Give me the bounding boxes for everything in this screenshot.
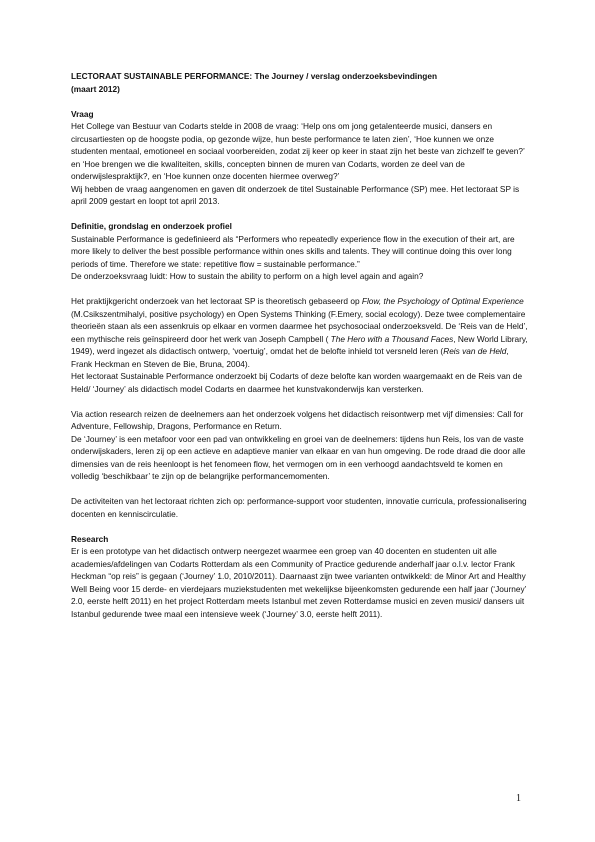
- document-title: [71, 70, 529, 95]
- research-paragraph-1: Er is een prototype van het didactisch ontwerp neergezet waarmee een groep van 40 docenten en studenten uit alle academies/afdelingen van Codarts Rotterdam als een Community of Practice gedurende anderhalf jaar o.l.v. lector Frank Heckman “op reis” is gegaan (‘Journey’ 1.0, 2010/2011). Daarnaast zijn twee varianten ontwikkeld: de Minor Art and Healthy Well Being voor 15 derde- en vierdejaars muziekstudenten met wekelijkse bijeenkomsten gedurende een half jaar (‘Journey’ 2.0, eerste helft 2011) en het project Rotterdam meets Istanbul met zeven Rotterdamse musici en zeven musici/ dansers uit Istanbul gedurende twee maal een intensieve week (‘Journey’ 3.0, eerste helft 2011).: [71, 546, 527, 619]
- document-body: [71, 70, 529, 620]
- section-heading-research: Research: [71, 533, 109, 544]
- citation-hero: The Hero with a Thousand Faces: [330, 333, 454, 344]
- vraag-paragraph-2: Wij hebben de vraag aangenomen en gaven dit onderzoek de titel Sustainable Performance (SP) mee. Het lectoraat SP is april 2009 gestart en loopt tot april 2013.: [71, 183, 520, 206]
- title-line-2: (maart 2012): [71, 83, 120, 94]
- section-heading-definitie: Definitie, grondslag en onderzoek profiel: [71, 221, 232, 231]
- definitie-paragraph-4: Het lectoraat Sustainable Performance onderzoekt bij Codarts of deze belofte kan worden waargemaakt en de Reis van de Held/ ‘Journey’ als didactisch model Codarts en daarmee het kunstvakonderwijs kan versterken.: [71, 371, 523, 394]
- definitie-paragraph-3: Het praktijkgericht onderzoek van het lectoraat SP is theoretisch gebaseerd op Flow, the Psychology of Optimal Experience (M.Csikszentmihalyi, positive psychology) en Open Systems Thinking (F.Emery, social ecology). Deze twee complementaire theorieën staan als een assenkruis op elkaar en vormen daarmee het psychosociaal onderzoeksveld. De ‘Reis van de Held’, een mythische reis geïnspireerd door het werk van Joseph Campbell ( The Hero with a Thousand Faces, New World Library, 1949), werd ingezet als didactisch ontwerp, ‘voertuig’, omdat het de belofte inhield tot versneld leren (Reis van de Held, Frank Heckman en Steven de Bie, Bruna, 2004).: [71, 296, 528, 369]
- citation-reis: Reis van de Held: [443, 346, 507, 356]
- definitie-paragraph-2: De onderzoeksvraag luidt: How to sustain the ability to perform on a high level again and again?: [71, 271, 424, 281]
- definitie-paragraph-1: Sustainable Performance is gedefinieerd als “Performers who repeatedly experience flow in the execution of their art, are more likely to deliver the best possible performance within ones skills and talents. They will continue doing this over long periods of time. Therefore we state: repetitive flow = sustainable performance.”: [71, 233, 515, 269]
- vraag-paragraph-1: Het College van Bestuur van Codarts stelde in 2008 de vraag: ‘Help ons om jong getalenteerde musici, dansers en circusartiesten op de hoogste podia, op gezonde wijze, hun beste performance te laten zien’, ‘Hoe kunnen we onze studenten mentaal, emotioneel en sociaal voorbereiden, zodat zij keer op keer in staat zijn het beste van zichzelf te geven?’ en ‘Hoe brengen we die kwaliteiten, skills, concepten binnen de muren van Codarts, worden ze deel van de onderwijslespraktijk?, en ‘Hoe kunnen onze docenten hiermee overweg?’: [71, 121, 525, 181]
- title-line-1: LECTORAAT SUSTAINABLE PERFORMANCE: The Journey / verslag onderzoeksbevindingen: [71, 71, 438, 81]
- definitie-paragraph-7: De activiteiten van het lectoraat richten zich op: performance-support voor studenten, innovatie curricula, professionalisering docenten en kenniscirculatie.: [71, 496, 527, 519]
- page-number: 1: [516, 793, 521, 804]
- section-heading-vraag: Vraag: [71, 108, 94, 119]
- definitie-paragraph-6: De ‘Journey’ is een metafoor voor een pad van ontwikkeling en groei van de deelnemers: tijdens hun Reis, los van de vaste onderwijskaders, leren zij op een actieve en adaptieve manier van elkaar en van hun omgeving. De rode draad die door alle dimensies van de reis heenloopt is het fenomeen flow, het vermogen om in een verhoogd aandachtsveld te komen en volledig ‘beschikbaar’ te zijn op de belangrijke performancemomenten.: [71, 433, 526, 481]
- citation-flow: Flow, the Psychology of Optimal Experience: [361, 296, 524, 306]
- definitie-paragraph-5: Via action research reizen de deelnemers aan het onderzoek volgens het didactisch reisontwerp met vijf dimensies: Call for Adventure, Fellowship, Dragons, Performance en Return.: [71, 408, 524, 431]
